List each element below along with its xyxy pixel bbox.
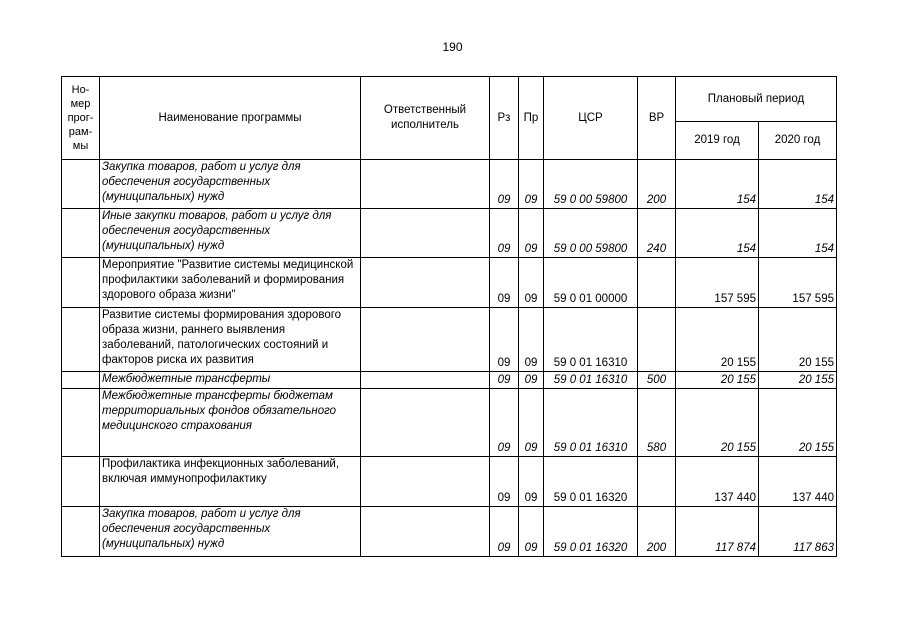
header-planned-period: Плановый период bbox=[676, 77, 837, 122]
vr-cell bbox=[638, 258, 676, 308]
csr-cell: 59 0 00 59800 bbox=[544, 160, 638, 209]
vr-cell: 580 bbox=[638, 389, 676, 457]
header-rz: Рз bbox=[490, 77, 519, 160]
executor-cell bbox=[361, 457, 490, 507]
program-number-cell bbox=[62, 209, 100, 258]
program-number-cell bbox=[62, 507, 100, 557]
vr-cell: 200 bbox=[638, 160, 676, 209]
csr-cell: 59 0 00 59800 bbox=[544, 209, 638, 258]
table-row bbox=[62, 507, 837, 557]
header-vr: ВР bbox=[638, 77, 676, 160]
csr-cell: 59 0 01 16310 bbox=[544, 308, 638, 372]
year-2019-cell: 157 595 bbox=[676, 258, 759, 308]
header-year-2020: 2020 год bbox=[759, 122, 837, 160]
table-row bbox=[62, 389, 837, 457]
table-row bbox=[62, 372, 837, 389]
year-2020-cell: 20 155 bbox=[759, 308, 837, 372]
program-name-cell: Развитие системы формирования здорового образа жизни, раннего выявления заболеваний, патологических состояний и факторов риска их развития bbox=[100, 308, 361, 372]
executor-cell bbox=[361, 308, 490, 372]
program-number-cell bbox=[62, 457, 100, 507]
program-number-cell bbox=[62, 372, 100, 389]
header-year-2019: 2019 год bbox=[676, 122, 759, 160]
rz-cell: 09 bbox=[490, 507, 519, 557]
pr-cell: 09 bbox=[519, 507, 544, 557]
rz-cell: 09 bbox=[490, 209, 519, 258]
program-number-cell bbox=[62, 160, 100, 209]
executor-cell bbox=[361, 258, 490, 308]
page-number: 190 bbox=[442, 40, 463, 54]
year-2020-cell: 117 863 bbox=[759, 507, 837, 557]
table-row bbox=[62, 308, 837, 372]
executor-cell bbox=[361, 372, 490, 389]
rz-cell: 09 bbox=[490, 308, 519, 372]
program-name-cell: Закупка товаров, работ и услуг для обеспечения государственных (муниципальных) нужд bbox=[100, 507, 361, 557]
program-name-cell: Межбюджетные трансферты бюджетам территориальных фондов обязательного медицинского страхования bbox=[100, 389, 361, 457]
year-2019-cell: 154 bbox=[676, 160, 759, 209]
year-2020-cell: 20 155 bbox=[759, 389, 837, 457]
header-executor: Ответственный исполнитель bbox=[361, 77, 490, 160]
year-2019-cell: 137 440 bbox=[676, 457, 759, 507]
program-number-cell bbox=[62, 258, 100, 308]
csr-cell: 59 0 01 16310 bbox=[544, 372, 638, 389]
year-2020-cell: 157 595 bbox=[759, 258, 837, 308]
rz-cell: 09 bbox=[490, 258, 519, 308]
header-row bbox=[62, 77, 837, 122]
rz-cell: 09 bbox=[490, 372, 519, 389]
program-name-cell: Профилактика инфекционных заболеваний, включая иммунопрофилактику bbox=[100, 457, 361, 507]
program-number-cell bbox=[62, 389, 100, 457]
table-row bbox=[62, 160, 837, 209]
table-row bbox=[62, 258, 837, 308]
pr-cell: 09 bbox=[519, 160, 544, 209]
executor-cell bbox=[361, 507, 490, 557]
program-number-cell bbox=[62, 308, 100, 372]
program-name-cell: Иные закупки товаров, работ и услуг для обеспечения государственных (муниципальных) нужд bbox=[100, 209, 361, 258]
pr-cell: 09 bbox=[519, 308, 544, 372]
pr-cell: 09 bbox=[519, 372, 544, 389]
vr-cell bbox=[638, 308, 676, 372]
executor-cell bbox=[361, 209, 490, 258]
header-csr: ЦСР bbox=[544, 77, 638, 160]
table-row bbox=[62, 457, 837, 507]
csr-cell: 59 0 01 16320 bbox=[544, 457, 638, 507]
budget-table bbox=[61, 76, 837, 557]
year-2020-cell: 137 440 bbox=[759, 457, 837, 507]
pr-cell: 09 bbox=[519, 258, 544, 308]
rz-cell: 09 bbox=[490, 457, 519, 507]
csr-cell: 59 0 01 00000 bbox=[544, 258, 638, 308]
vr-cell bbox=[638, 457, 676, 507]
year-2020-cell: 154 bbox=[759, 209, 837, 258]
pr-cell: 09 bbox=[519, 389, 544, 457]
header-program-number: Но-мер прог-рам-мы bbox=[62, 77, 100, 160]
csr-cell: 59 0 01 16310 bbox=[544, 389, 638, 457]
rz-cell: 09 bbox=[490, 160, 519, 209]
pr-cell: 09 bbox=[519, 457, 544, 507]
year-2020-cell: 154 bbox=[759, 160, 837, 209]
year-2019-cell: 20 155 bbox=[676, 372, 759, 389]
table-row bbox=[62, 209, 837, 258]
year-2019-cell: 117 874 bbox=[676, 507, 759, 557]
pr-cell: 09 bbox=[519, 209, 544, 258]
executor-cell bbox=[361, 160, 490, 209]
csr-cell: 59 0 01 16320 bbox=[544, 507, 638, 557]
year-2019-cell: 154 bbox=[676, 209, 759, 258]
year-2019-cell: 20 155 bbox=[676, 308, 759, 372]
year-2020-cell: 20 155 bbox=[759, 372, 837, 389]
program-name-cell: Мероприятие "Развитие системы медицинской профилактики заболеваний и формирования здорового образа жизни" bbox=[100, 258, 361, 308]
program-name-cell: Закупка товаров, работ и услуг для обеспечения государственных (муниципальных) нужд bbox=[100, 160, 361, 209]
rz-cell: 09 bbox=[490, 389, 519, 457]
vr-cell: 500 bbox=[638, 372, 676, 389]
program-name-cell: Межбюджетные трансферты bbox=[100, 372, 361, 389]
header-program-name: Наименование программы bbox=[100, 77, 361, 160]
vr-cell: 200 bbox=[638, 507, 676, 557]
year-2019-cell: 20 155 bbox=[676, 389, 759, 457]
header-pr: Пр bbox=[519, 77, 544, 160]
vr-cell: 240 bbox=[638, 209, 676, 258]
executor-cell bbox=[361, 389, 490, 457]
